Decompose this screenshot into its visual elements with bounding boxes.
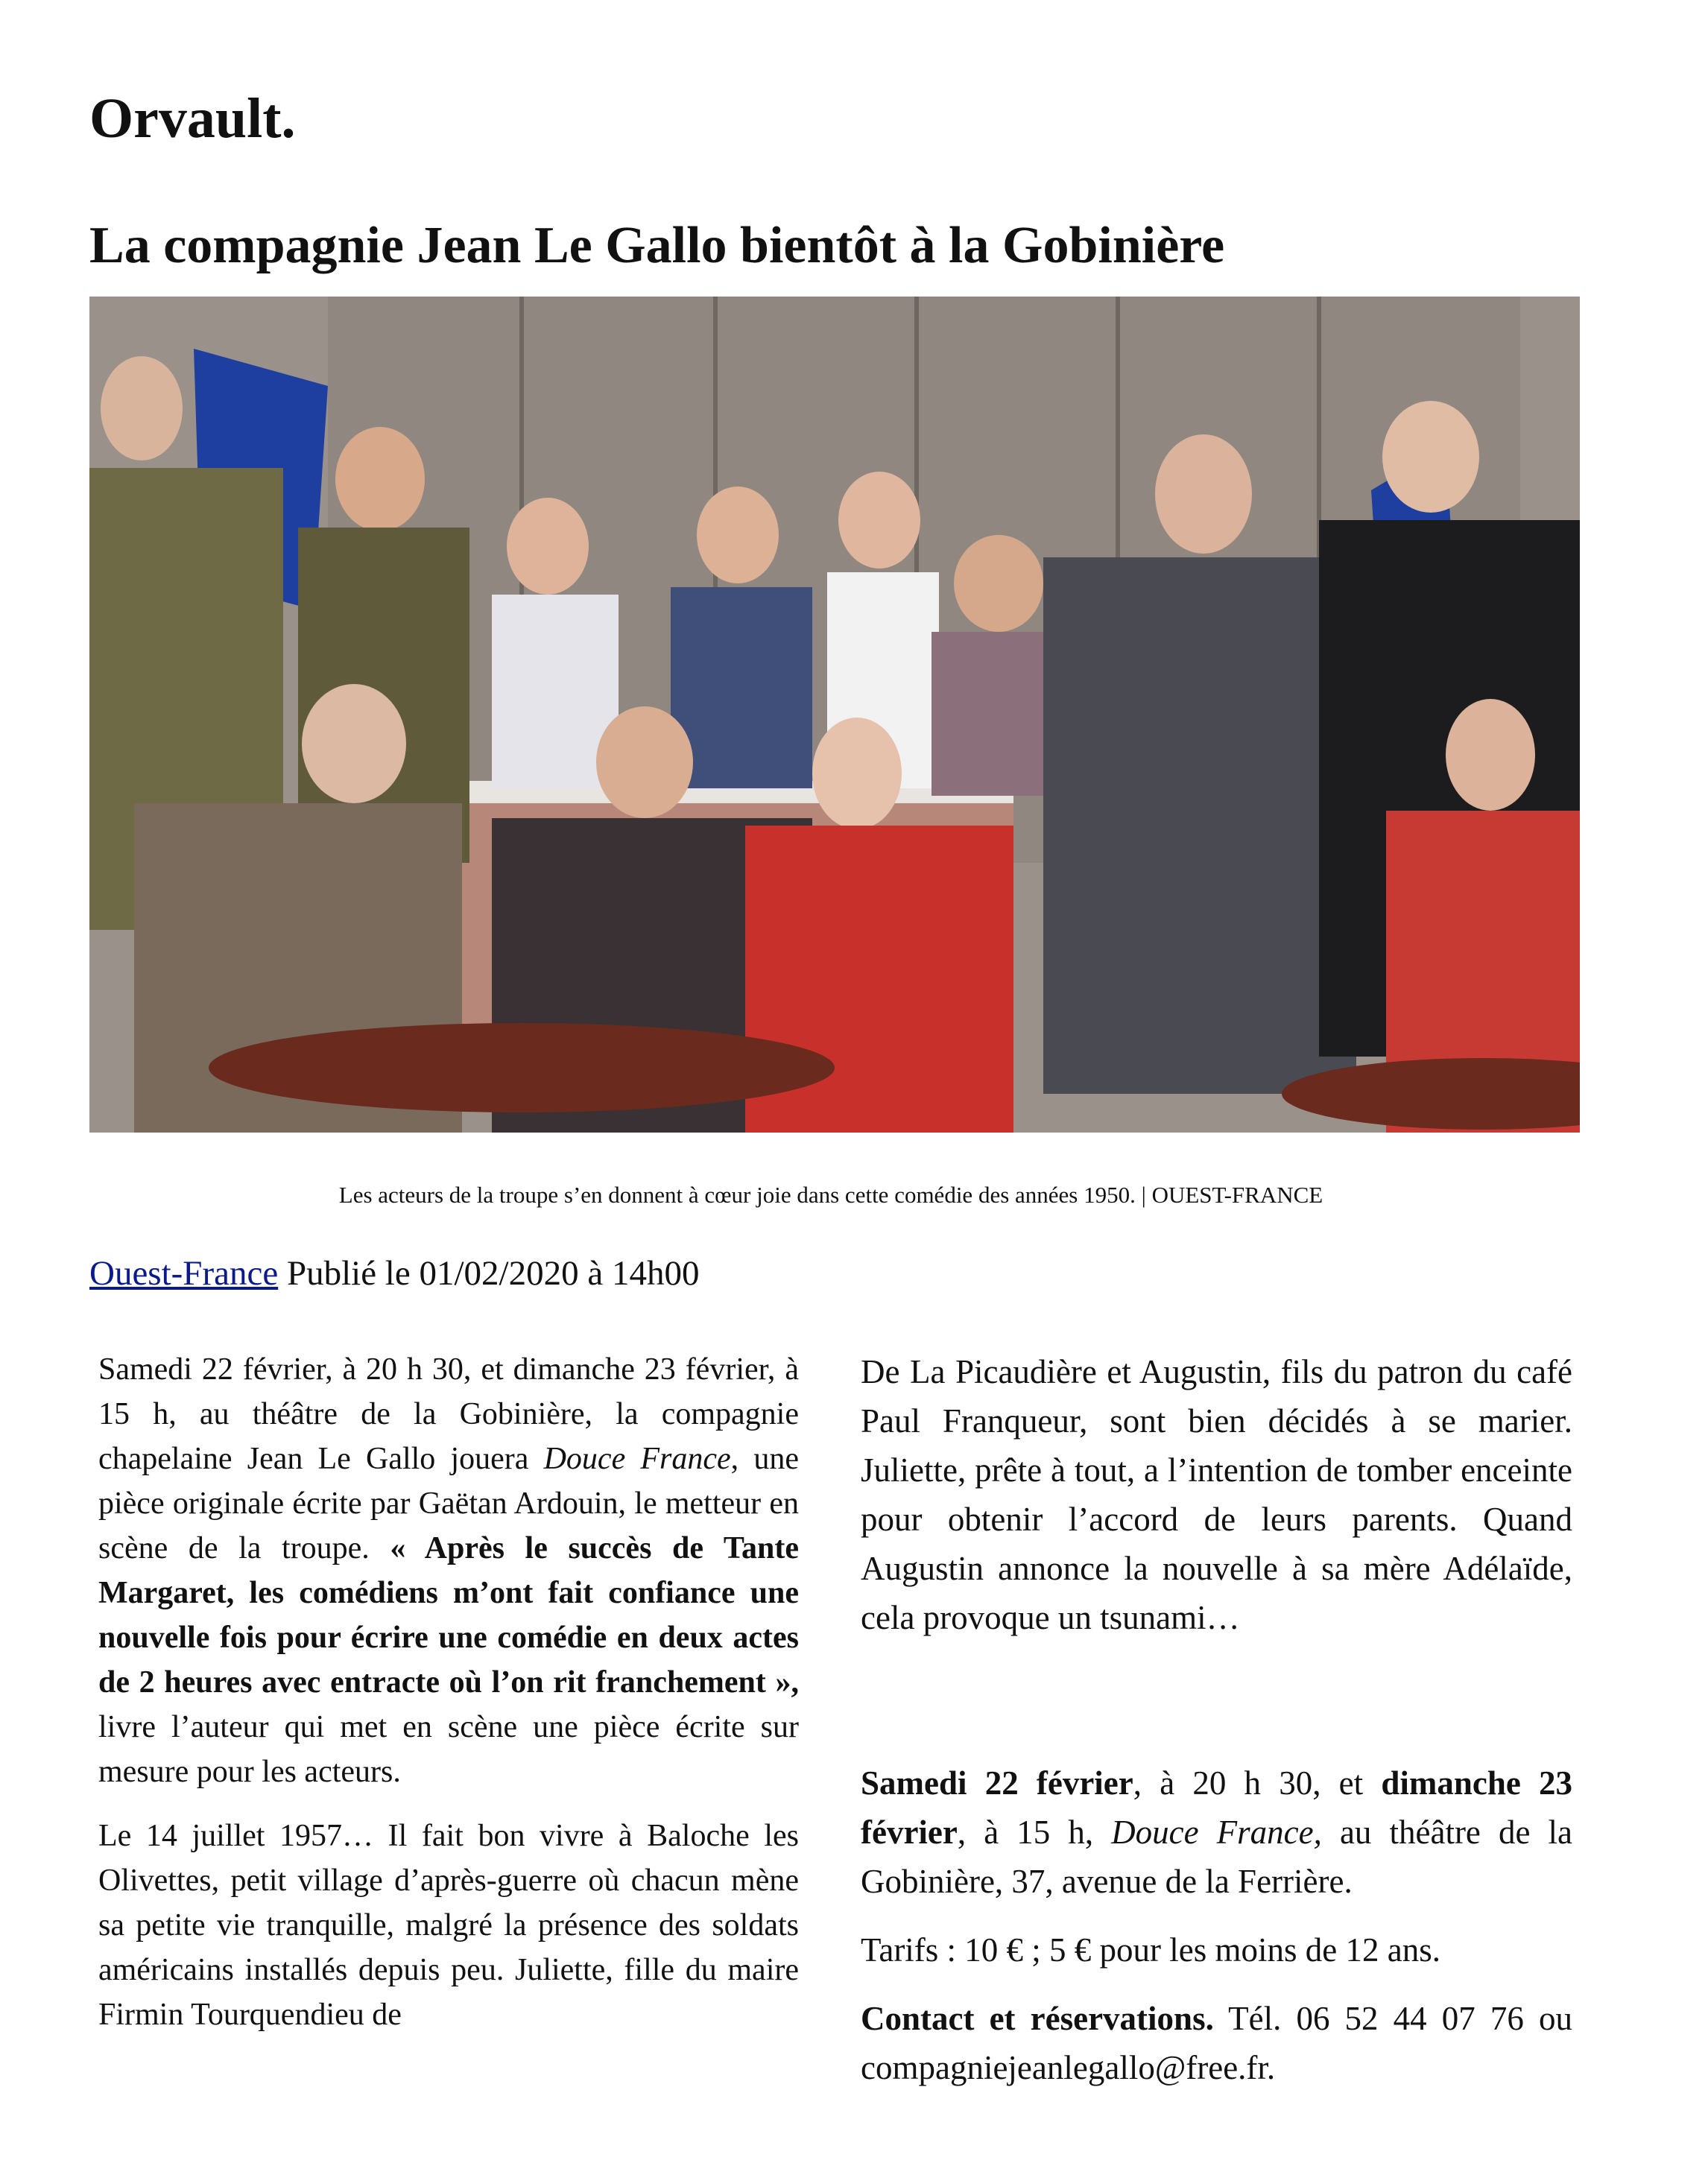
article-column-left <box>98 1347 799 2056</box>
byline <box>89 1253 699 1294</box>
paragraph-text: Samedi 22 février, à 20 h 30, et dimanche 23 février, à 15 h, au théâtre de la Gobinière, la compagnie chapelaine Jean Le Gallo jouera <box>98 1352 799 1476</box>
column-spacer <box>861 1662 1572 1758</box>
event-date: Samedi 22 février <box>861 1764 1133 1802</box>
article-column-right <box>861 1347 1572 2112</box>
paragraph-text: , une pièce originale écrite par Gaëtan Ardouin, le metteur en scène de la troupe. <box>98 1442 799 1565</box>
article-headline: La compagnie Jean Le Gallo bientôt à la Gobinière <box>89 217 1225 274</box>
event-text: au théâtre de la Gobinière, 37, avenue de la Ferrière. <box>861 1814 1572 1900</box>
paragraph <box>98 1347 799 1794</box>
contact-text: Tél. 06 52 44 07 76 ou compagniejeanlegallo@free.fr. <box>861 2000 1572 2086</box>
event-text: , à 20 h 30, et <box>1133 1764 1382 1802</box>
paragraph-text: livre l’auteur qui met en scène une pièce écrite sur mesure pour les acteurs. <box>98 1710 799 1789</box>
event-info <box>861 1758 1572 1906</box>
play-title: Douce France <box>543 1442 731 1476</box>
article-photo <box>89 297 1580 1133</box>
publication-date: Publié le 01/02/2020 à 14h00 <box>278 1254 700 1293</box>
paragraph: Le 14 juillet 1957… Il fait bon vivre à Baloche les Olivettes, petit village d’après-guerre où chacun mène sa petite vie tranquille, malgré la présence des soldats américains installés depuis peu. Juliette, fille du maire Firmin Tourquendieu de <box>98 1819 799 2032</box>
troupe-photo-icon <box>89 297 1580 1133</box>
play-title: Douce France, <box>1111 1814 1322 1851</box>
source-link[interactable]: Ouest-France <box>89 1254 279 1293</box>
kicker-location: Orvault. <box>89 87 296 150</box>
contact-label: Contact et réservations. <box>861 2000 1214 2037</box>
event-text: , à 15 h, <box>957 1814 1112 1851</box>
photo-caption: Les acteurs de la troupe s’en donnent à cœur joie dans cette comédie des années 1950. | OUEST-FRANCE <box>338 1182 1323 1208</box>
tarifs: Tarifs : 10 € ; 5 € pour les moins de 12 ans. <box>861 1931 1441 1969</box>
contact <box>861 1994 1572 2092</box>
author-quote: « Après le succès de Tante Margaret, les comédiens m’ont fait confiance une nouvelle fois pour écrire une comédie en deux actes de 2 heures avec entracte où l’on rit franchement », <box>98 1531 799 1700</box>
paragraph: De La Picaudière et Augustin, fils du patron du café Paul Franqueur, sont bien décidés à se marier. Juliette, prête à tout, a l’intention de tomber enceinte pour obtenir l’accord de leurs parents. Quand Augustin annonce la nouvelle à sa mère Adélaïde, cela provoque un tsunami… <box>861 1353 1572 1636</box>
event-date: dimanche 23 février <box>861 1764 1573 1851</box>
